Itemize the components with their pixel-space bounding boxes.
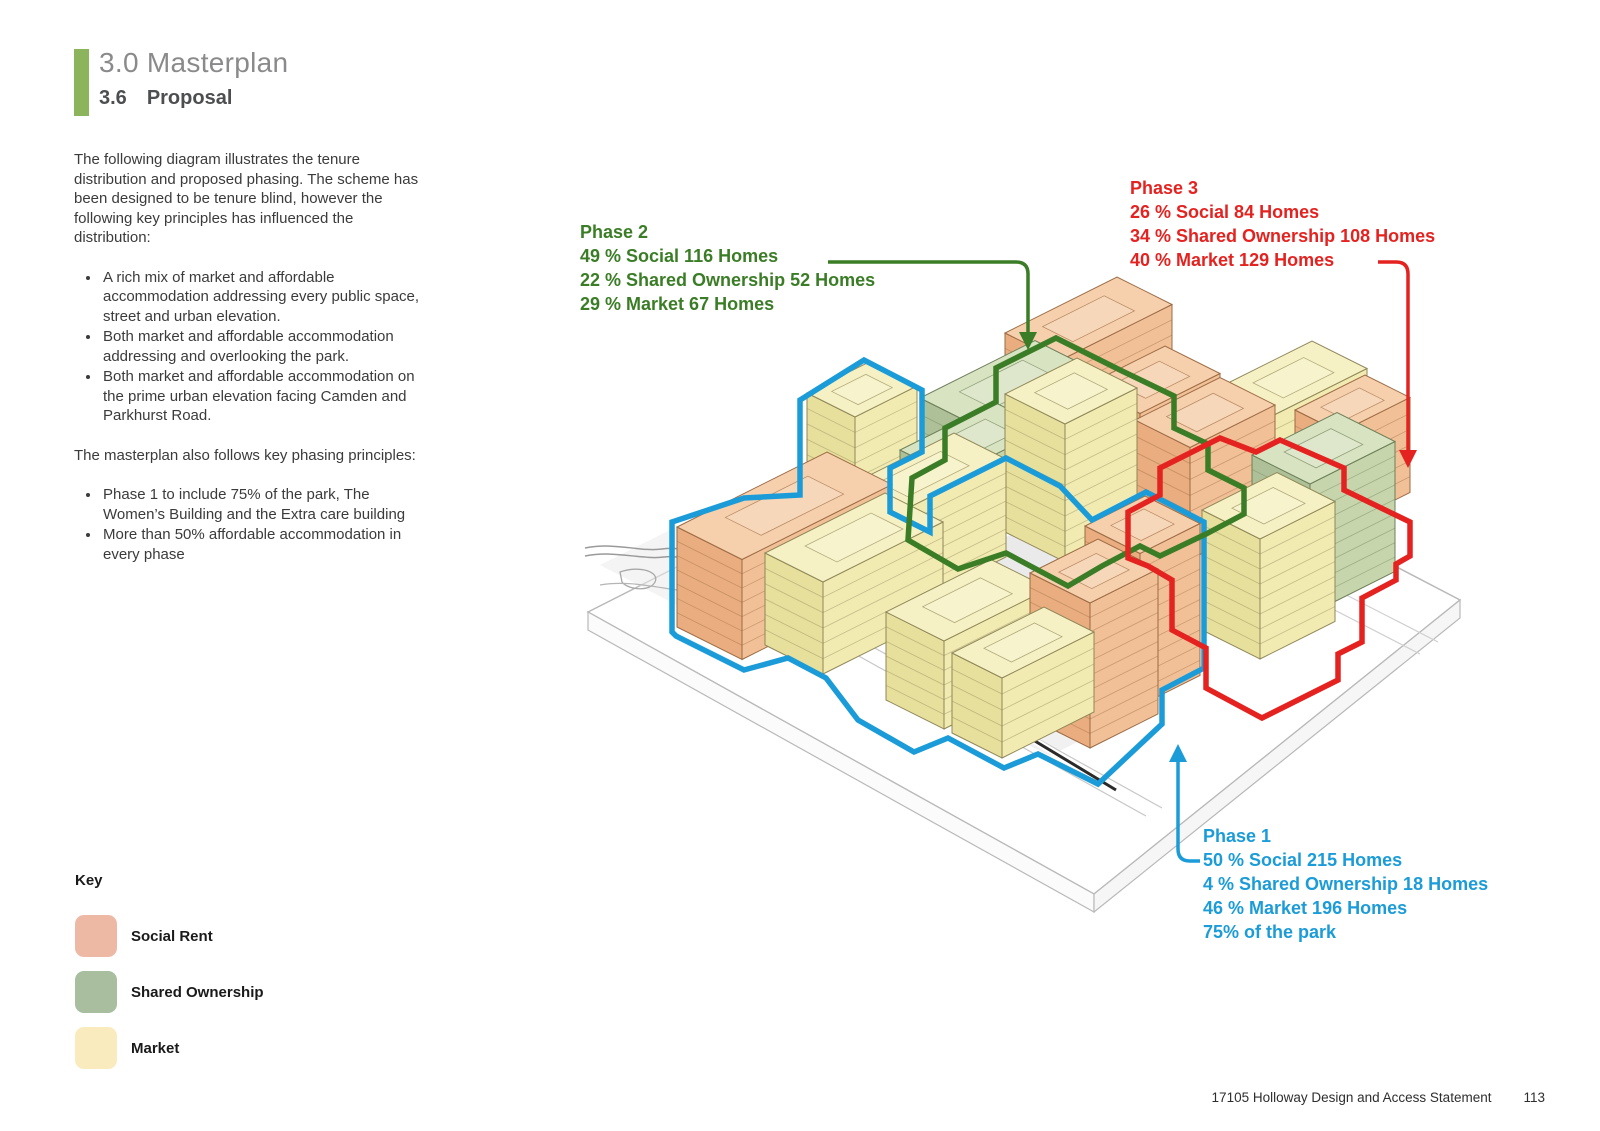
section-accent-bar [74, 49, 89, 116]
building-market [1202, 473, 1335, 660]
phase1-title: Phase 1 [1203, 826, 1272, 846]
subsection-title [99, 87, 232, 110]
phase1-line: 75% of the park [1203, 922, 1337, 942]
phase3-label [1130, 176, 1435, 272]
market-swatch [75, 1027, 117, 1069]
list-item: • Phase 1 to include 75% of the park, The Women’s Building and the Extra care building [101, 485, 428, 524]
legend [75, 872, 264, 1083]
phase2-line: 22 % Shared Ownership 52 Homes [580, 270, 876, 290]
legend-label: Social Rent [131, 927, 213, 945]
list-item: • Both market and affordable accommodation addressing and overlooking the park. [101, 327, 428, 366]
phasing-paragraph: The masterplan also follows key phasing principles: [74, 446, 416, 464]
shared-ownership-swatch [75, 971, 117, 1013]
phase3-line: 34 % Shared Ownership 108 Homes [1130, 226, 1436, 246]
page-footer [1212, 1090, 1545, 1105]
legend-title: Key [75, 872, 103, 889]
subsection-number: 3.6 [99, 87, 127, 109]
page-number: 113 [1523, 1090, 1545, 1105]
legend-label: Market [131, 1039, 180, 1057]
subsection-label: Proposal [146, 87, 233, 109]
legend-label: Shared Ownership [131, 983, 264, 1001]
phase1-line: 50 % Social 215 Homes [1203, 850, 1403, 870]
phase3-line: 26 % Social 84 Homes [1130, 202, 1320, 222]
list-item: • Both market and affordable accommodation on the prime urban elevation facing Camden and Parkhurst Road. [101, 367, 428, 426]
legend-row [75, 915, 264, 957]
phasing-list [74, 485, 428, 564]
phase3-title: Phase 3 [1130, 178, 1199, 198]
section-title: 3.0 Masterplan [99, 47, 289, 78]
list-item: • More than 50% affordable accommodation in every phase [101, 525, 428, 564]
phase1-line: 46 % Market 196 Homes [1203, 898, 1408, 918]
phase2-label [580, 220, 875, 316]
phase2-title: Phase 2 [580, 222, 649, 242]
list-item: • A rich mix of market and affordable accommodation addressing every public space, street and urban elevation. [101, 268, 428, 327]
body-text [74, 150, 428, 584]
phase2-line: 49 % Social 116 Homes [580, 246, 779, 266]
phase1-line: 4 % Shared Ownership 18 Homes [1203, 874, 1489, 894]
principles-list [74, 268, 428, 426]
phase2-line: 29 % Market 67 Homes [580, 294, 775, 314]
legend-row [75, 1027, 264, 1069]
intro-paragraph: The following diagram illustrates the tenure distribution and proposed phasing. The scheme has been designed to be tenure blind, however the following key principles has influenced the distribution: [74, 151, 419, 246]
social-rent-swatch [75, 915, 117, 957]
legend-row [75, 971, 264, 1013]
phase3-line: 40 % Market 129 Homes [1130, 250, 1335, 270]
footer-text: 17105 Holloway Design and Access Statement [1211, 1090, 1492, 1105]
phase1-label [1203, 824, 1488, 944]
